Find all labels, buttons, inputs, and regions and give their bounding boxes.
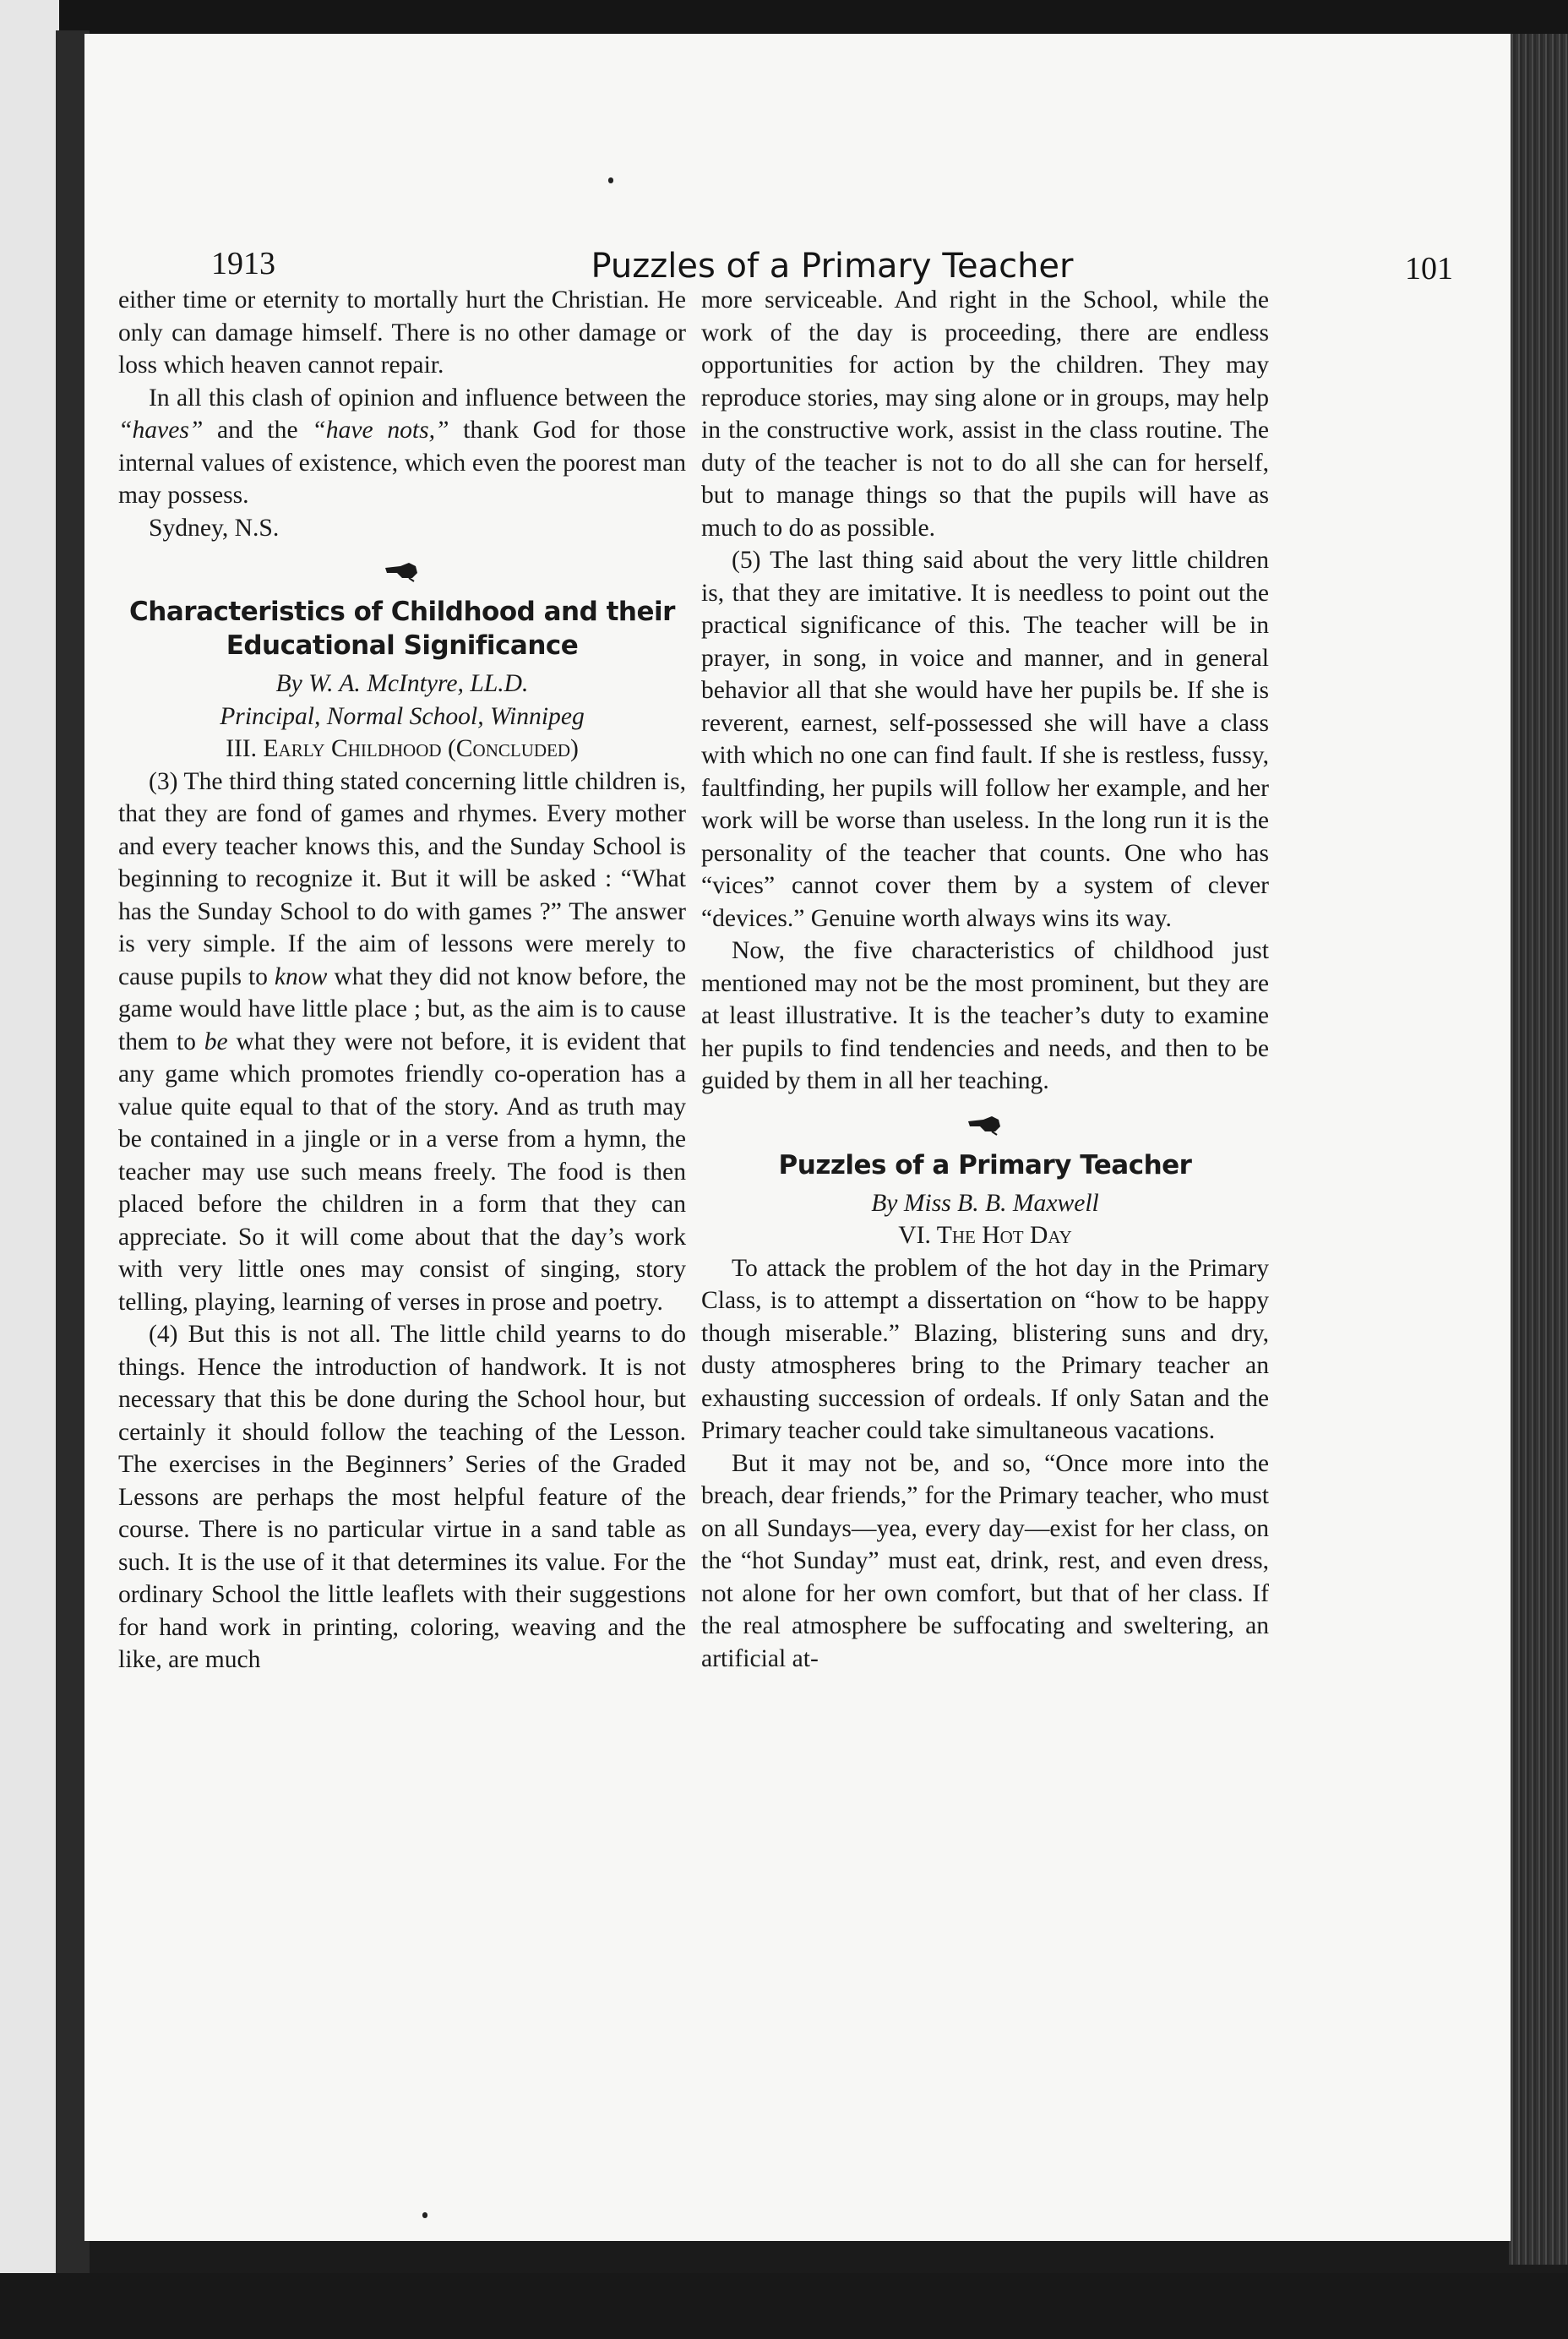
paragraph-3: [118, 766, 686, 1319]
continued-paragraph: either time or eternity to mortally hurt the Christian. He only can damage himself. There is no other damage or loss which heaven cannot repair.: [118, 286, 686, 379]
section-heading: VI. The Hot Day: [898, 1222, 1072, 1249]
facing-page-edge: [0, 0, 59, 2339]
paragraph-2: But it may not be, and so, “Once more into the breach, dear friends,” for the Primary teacher, who must on all Sundays—yea, every day—exist for her class, on the “hot Sunday” must eat, drink, rest, and even dress, not alone for her own comfort, but that of her class. If the real atmosphere be suffocating and sweltering, an artificial at-: [701, 1449, 1269, 1672]
paragraph-1: To attack the problem of the hot day in the Primary Class, is to attempt a dissertation on “how to be happy though miserable.” Blazing, blistering suns and dry, dusty atmospheres bring to the Primary teacher an exhausting succession of ordeals. If only Satan and the Primary teacher could take simultaneous vacations.: [701, 1254, 1269, 1444]
header-title: Puzzles of a Primary Teacher: [591, 247, 1074, 286]
pointing-hand-icon: [384, 559, 421, 583]
text-run: (3) The third thing stated concerning little children is, that they are fond of games and rhymes. Every mother and every teacher knows this, and the Sunday School is beginning to recognize it. But it will be asked : “What has the Sunday School to do with games ?” The answer is very simple. If the aim of lessons were merely to cause pupils to: [118, 767, 686, 990]
paragraph-4: (4) But this is not all. The little child yearns to do things. Hence the introduction of handwork. It is not necessary that this be done during the School hour, but certainly it should follow the teaching of the Lesson. The exercises in the Beginners’ Series of the Graded Lessons are perhaps the most helpful feature of the course. There is no particular virtue in a sand table as such. It is the use of it that determines its value. For the ordinary School the little leaflets with their suggestions for hand work in printing, coloring, weaving and the like, are much: [118, 1321, 686, 1673]
continued-paragraph: more serviceable. And right in the School, while the work of the day is proceeding, there are endless opportunities for action by the children. They may reproduce stories, may sing alone or in groups, may help in the constructive work, assist in the class routine. The duty of the teacher is not to do all she can for herself, but to manage things so that the pupils will have as much to do as possible.: [701, 286, 1269, 542]
section-heading: III. Early Childhood (Concluded): [226, 735, 579, 762]
text-run: thank God for those internal values of existence, which even the poorest man may possess.: [118, 417, 686, 509]
article-title: Characteristics of Childhood and their Educational Significance: [129, 597, 675, 661]
text-run: In all this clash of opinion and influence between the: [149, 384, 686, 412]
italic-term: “have nots,”: [312, 417, 449, 444]
scan-bottom-edge: [0, 2273, 1568, 2339]
speck: [422, 2212, 427, 2218]
text-run: what they were not before, it is evident that any game which promotes friendly co-operation has a value quite equal to that of the story. And as truth may be contained in a jingle or in a verse from a hymn, the teacher may use such means freely. The food is then placed before the children in a form that they can appreciate. So it will come about that the day’s work with very little ones may consist of singing, story telling, playing, learning of verses in prose and poetry.: [118, 1028, 686, 1316]
italic-term: know: [274, 962, 328, 990]
closing-paragraph: [118, 382, 686, 512]
text-run: and the: [203, 417, 313, 444]
author-affiliation: Principal, Normal School, Winnipeg: [220, 702, 585, 730]
italic-term: “haves”: [118, 417, 204, 444]
pointing-hand-icon: [966, 1113, 1004, 1137]
article-title: Puzzles of a Primary Teacher: [778, 1149, 1192, 1180]
paragraph-5: (5) The last thing said about the very little children is, that they are imitative. It is needless to point out the practical significance of this. The teacher will be in prayer, in song, in voice and manner, and in general behavior all that she would have her pupils be. If she is reverent, earnest, self-possessed she will have a class with which no one can find fault. If she is restless, fussy, faultfinding, her pupils will follow her example, and her work will be worse than useless. In the long run it is the personality of the teacher that counts. One who has “vices” cannot cover them by a system of clever “devices.” Genuine worth always wins its way.: [701, 547, 1269, 932]
conclusion-paragraph: Now, the five characteristics of childhood just mentioned may not be the most prominent, but they are at least illustrative. It is the teacher’s duty to examine her pupils to find tendencies and needs, and then to be guided by them in all her teaching.: [701, 937, 1269, 1094]
article-byline: By W. A. McIntyre, LL.D.: [275, 670, 529, 697]
left-column: [118, 284, 686, 1677]
signoff: Sydney, N.S.: [149, 514, 280, 542]
italic-term: be: [204, 1028, 228, 1055]
header-year: 1913: [211, 246, 275, 281]
speck: [608, 177, 613, 183]
right-column: [701, 284, 1269, 1675]
page-number: 101: [1405, 251, 1453, 286]
page-stack-edge: [1509, 34, 1568, 2265]
text-run: what they did not know before, the game would have little place ; but, as the aim is to cause them to: [118, 962, 686, 1055]
article-byline: By Miss B. B. Maxwell: [871, 1189, 1099, 1217]
